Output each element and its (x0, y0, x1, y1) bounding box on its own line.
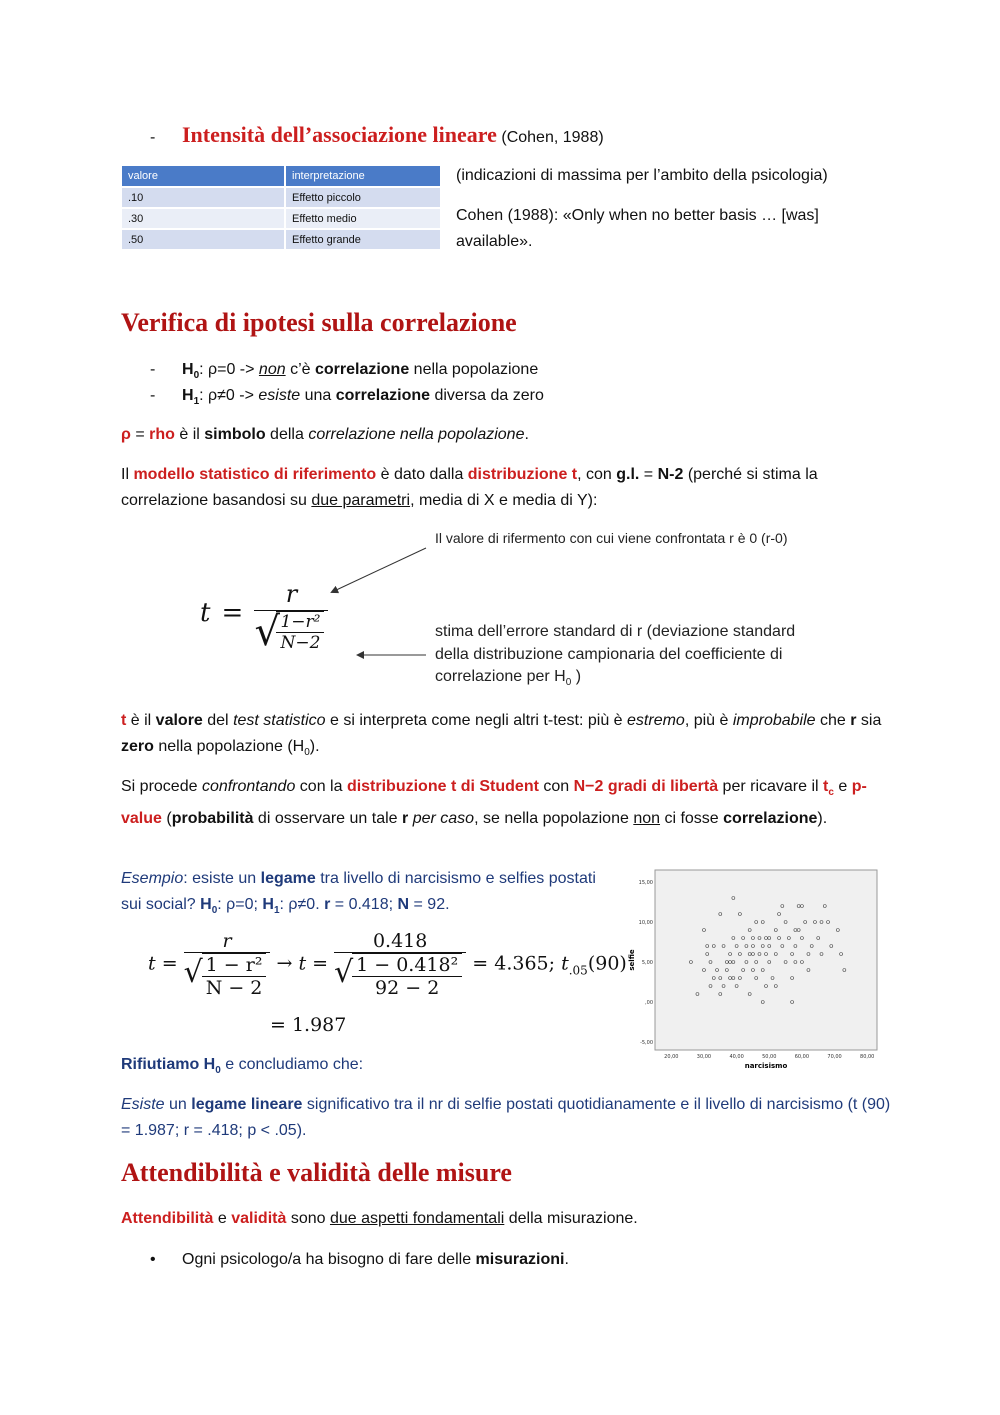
example-calculation: t = r √ $\frac{\text{1 − r²}}{N - 2}$ → t = 0.418 √ $\frac{\text{1 − 0.418²}}{92 - 2}$ = 4.365; $t_{.05}(90)$ (148, 930, 627, 999)
formula-note-bottom: stima dell’errore standard di r (deviazione standard della distribuzione campionaria del coefficiente di correlazione per $H_0$ ) (435, 623, 796, 689)
hypothesis-heading: Verifica di ipotesi sulla correlazione (121, 308, 517, 337)
y-tick-label: ,00 (645, 1000, 653, 1006)
x-tick-label: 50,00 (762, 1054, 777, 1060)
y-tick-label: 15,00 (638, 880, 653, 886)
rho-definition: ρ = rho è il simbolo della correlazione nella popolazione. (121, 426, 529, 443)
intensity-note-1: (indicazioni di massima per l’ambito della psicologia) (456, 167, 828, 184)
intensity-cite: (Cohen, 1988) (501, 129, 604, 146)
cohen-table (122, 166, 442, 249)
x-tick-label: 40,00 (729, 1054, 744, 1060)
table-cell: .10 (122, 187, 285, 208)
x-tick-label: 80,00 (860, 1054, 875, 1060)
reliability-heading: Attendibilità e validità delle misure (121, 1158, 512, 1187)
h0-label: H (182, 361, 194, 378)
table-row (122, 229, 441, 249)
conclusion-paragraph: Esiste un legame lineare significativo tra il nr di selfie postati quotidianamente e il livello di narcisismo (t (90) = 1.987; r = .418; p < .05). (121, 1096, 891, 1139)
x-axis-label: narcisismo (744, 1062, 788, 1070)
example-paragraph: Esempio: esiste un legame tra livello di narcisismo e selfies postati sui social? $H_0$: ρ=0; $H_1$: ρ≠0. r = 0.418; N = 92. (121, 870, 596, 917)
scatter-plot (625, 866, 885, 1071)
x-tick-label: 20,00 (664, 1054, 679, 1060)
table-cell: .30 (122, 208, 285, 229)
table-header-interpretazione: interpretazione (285, 166, 441, 187)
y-tick-label: 10,00 (638, 920, 653, 926)
intensity-note-2: Cohen (1988): «Only when no better basis … [was] available». (456, 207, 819, 250)
example-result: = 1.987 (270, 1014, 347, 1036)
table-cell: Effetto grande (285, 229, 441, 249)
y-tick-label: -5,00 (640, 1040, 653, 1046)
table-header-row (122, 166, 441, 187)
t-formula: t = r √ $\frac{\text{1−r²}}{N-2}$ (200, 580, 328, 653)
reject-line: Rifiutiamo $H_0$ e concludiamo che: (121, 1056, 364, 1077)
h1-item: - $H_1$: ρ≠0 -> esiste una correlazione diversa da zero (150, 387, 544, 408)
h0-item: - $H_0$: ρ=0 -> non c’è correlazione nella popolazione (150, 361, 539, 382)
reliability-intro: Attendibilità e validità sono due aspetti fondamentali della misurazione. (121, 1210, 638, 1227)
table-row (122, 187, 441, 208)
intensity-title: Intensità dell’associazione lineare (182, 122, 497, 147)
table-cell: Effetto medio (285, 208, 441, 229)
y-axis-label: selfie (628, 949, 636, 971)
model-paragraph: Il modello statistico di riferimento è dato dalla distribuzione t, con g.l. = N-2 (perché si stima la correlazione basandosi su due parametri, media di X e media di Y): (121, 466, 818, 509)
intensity-line (150, 122, 604, 148)
t-interpretation: t è il valore del test statistico e si interpreta come negli altri t-test: più è estremo, più è improbabile che r sia zero nella popolazione $(H_0)$. (121, 712, 882, 759)
plot-area (655, 870, 877, 1050)
procedure-paragraph: Si procede confrontando con la distribuzione t di Student con N−2 gradi di libertà per ricavare il $t_c$ e p-value (probabilità di osservare un tale r per caso, se nella popolazione non ci fosse correlazione). (121, 778, 867, 828)
x-tick-label: 70,00 (827, 1054, 842, 1060)
y-tick-label: 5,00 (641, 960, 653, 966)
table-row (122, 208, 441, 229)
arrow-top (332, 548, 426, 592)
table-cell: Effetto piccolo (285, 187, 441, 208)
bullet-mark: • (150, 1251, 156, 1268)
formula-note-top: Il valore di rifermento con cui viene confrontata r è 0 (r-0) (435, 530, 788, 546)
table-cell: .50 (122, 229, 285, 249)
table-header-valore: valore (122, 166, 285, 187)
formula-arrows (320, 540, 440, 680)
x-tick-label: 60,00 (794, 1054, 810, 1060)
bullet-item: • Ogni psicologo/a ha bisogno di fare delle misurazioni. (150, 1247, 569, 1273)
x-tick-label: 30,00 (696, 1054, 712, 1060)
dash: - (150, 129, 156, 146)
h1-label: H (182, 387, 194, 404)
